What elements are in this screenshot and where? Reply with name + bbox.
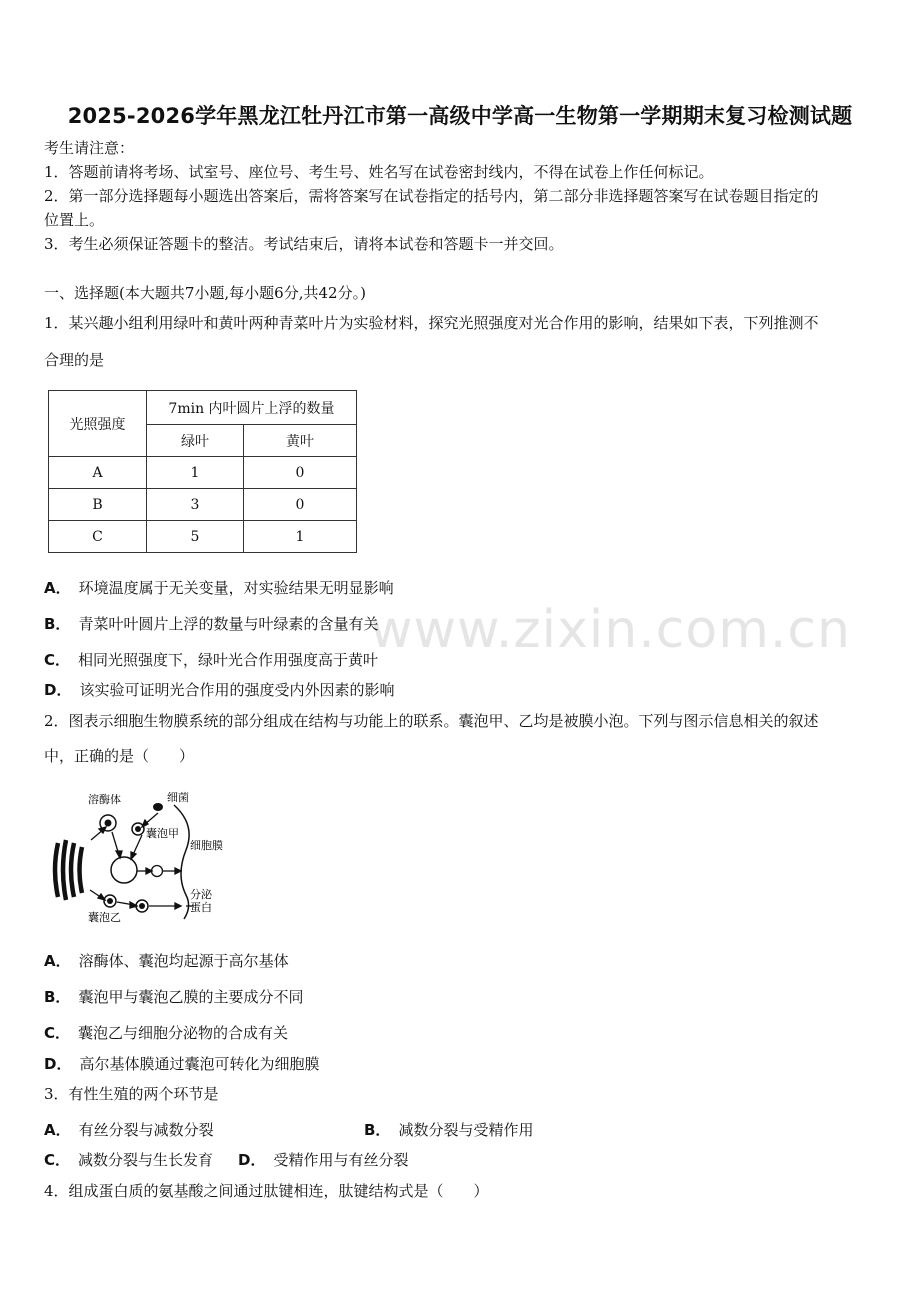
option-text: 受精作用与有丝分裂 (273, 1151, 409, 1169)
table-row (49, 489, 357, 521)
vesicle-b2-core-icon (139, 903, 145, 909)
option-text: 高尔基体膜通过囊泡可转化为细胞膜 (79, 1055, 320, 1073)
option-letter: D． (44, 681, 72, 699)
label-vesicle-b: 囊泡乙 (88, 911, 121, 923)
notice-item: 3．考生必须保证答题卡的整洁。考试结束后，请将本试卷和答题卡一并交回。 (44, 235, 564, 253)
option-text: 减数分裂与受精作用 (398, 1121, 534, 1139)
table-cell: B (49, 489, 147, 521)
notice-item: 1．答题前请将考场、试室号、座位号、考生号、姓名写在试卷密封线内，不得在试卷上作任何标记。 (44, 163, 714, 181)
option-text: 减数分裂与生长发育 (78, 1151, 214, 1169)
q1-data-table (48, 390, 357, 553)
section-heading: 一、选择题(本大题共7小题,每小题6分,共42分。) (44, 284, 366, 302)
q4-stem: 4．组成蛋白质的氨基酸之间通过肽键相连，肽键结构式是（ ） (44, 1182, 489, 1200)
q1-option-b[interactable] (44, 614, 378, 634)
option-letter: B． (364, 1121, 391, 1139)
table-cell: 5 (147, 521, 244, 553)
option-letter: A． (44, 1121, 71, 1139)
golgi-apparatus-icon (55, 840, 82, 900)
table-col-green: 绿叶 (147, 425, 244, 457)
option-letter: D． (44, 1055, 72, 1073)
table-cell: A (49, 457, 147, 489)
option-letter: A． (44, 579, 71, 597)
table-cell: 0 (244, 489, 357, 521)
option-text: 囊泡乙与细胞分泌物的合成有关 (78, 1024, 289, 1042)
table-cell: 0 (244, 457, 357, 489)
q3-option-d[interactable] (238, 1150, 408, 1170)
q2-stem-cont: 中，正确的是（ ） (44, 747, 195, 765)
option-letter: A． (44, 952, 71, 970)
q1-stem: 1．某兴趣小组利用绿叶和黄叶两种青菜叶片为实验材料，探究光照强度对光合作用的影响，结果如下表，下列推测不 (44, 314, 819, 332)
table-cell: C (49, 521, 147, 553)
option-letter: D． (238, 1151, 266, 1169)
q2-option-c[interactable] (44, 1023, 288, 1043)
option-text: 囊泡甲与囊泡乙膜的主要成分不同 (78, 988, 304, 1006)
label-vesicle-a: 囊泡甲 (146, 827, 179, 840)
table-row (49, 521, 357, 553)
option-text: 该实验可证明光合作用的强度受内外因素的影响 (79, 681, 395, 699)
table-cell: 1 (147, 457, 244, 489)
table-cell: 1 (244, 521, 357, 553)
label-bacteria: 细菌 (167, 791, 189, 804)
q1-option-d[interactable] (44, 680, 394, 700)
q3-option-b[interactable] (364, 1120, 533, 1140)
q1-option-a[interactable] (44, 578, 394, 598)
option-letter: B． (44, 988, 71, 1006)
table-cell: 3 (147, 489, 244, 521)
q2-option-b[interactable] (44, 987, 303, 1007)
q2-option-d[interactable] (44, 1054, 319, 1074)
table-row-header: 光照强度 (49, 391, 147, 457)
phagolysosome-icon (111, 857, 137, 883)
q2-option-a[interactable] (44, 951, 289, 971)
notice-item: 位置上。 (44, 211, 105, 229)
option-text: 青菜叶叶圆片上浮的数量与叶绿素的含量有关 (78, 615, 379, 633)
q3-option-a[interactable] (44, 1120, 214, 1140)
label-secreted: 分泌 (190, 888, 212, 901)
option-letter: C． (44, 1151, 71, 1169)
option-text: 溶酶体、囊泡均起源于高尔基体 (78, 952, 289, 970)
notice-heading: 考生请注意： (44, 139, 135, 157)
label-protein: 蛋白 (190, 901, 212, 914)
lysosome-core-icon (105, 820, 112, 827)
option-letter: C． (44, 1024, 71, 1042)
option-text: 有丝分裂与减数分裂 (78, 1121, 214, 1139)
label-lysosome: 溶酶体 (88, 793, 121, 806)
table-group-header: 7min 内叶圆片上浮的数量 (147, 391, 357, 425)
vesicle-a-core-icon (135, 826, 141, 832)
cell-membrane-icon (174, 805, 189, 919)
table-row (49, 457, 357, 489)
q3-stem: 3．有性生殖的两个环节是 (44, 1085, 219, 1103)
notice-item: 2．第一部分选择题每小题选出答案后，需将答案写在试卷指定的括号内，第二部分非选择题答案写在试卷题目指定的 (44, 187, 819, 205)
vesicle-b-core-icon (107, 898, 113, 904)
label-membrane: 细胞膜 (190, 839, 223, 852)
q1-option-c[interactable] (44, 650, 378, 670)
option-text: 环境温度属于无关变量，对实验结果无明显影响 (78, 579, 394, 597)
q1-stem-cont: 合理的是 (44, 351, 105, 369)
option-text: 相同光照强度下，绿叶光合作用强度高于黄叶 (78, 651, 379, 669)
option-letter: C． (44, 651, 71, 669)
q3-option-c[interactable] (44, 1150, 213, 1170)
page-title: 2025-2026学年黑龙江牡丹江市第一高级中学高一生物第一学期期末复习检测试题 (67, 104, 853, 128)
table-col-yellow: 黄叶 (244, 425, 357, 457)
watermark: www.zixin.com.cn (370, 600, 851, 660)
bacteria-icon (153, 803, 163, 811)
option-letter: B． (44, 615, 71, 633)
q2-stem: 2．图表示细胞生物膜系统的部分组成在结构与功能上的联系。囊泡甲、乙均是被膜小泡。下列与图示信息相关的叙述 (44, 712, 819, 730)
membrane-system-figure (46, 785, 236, 923)
